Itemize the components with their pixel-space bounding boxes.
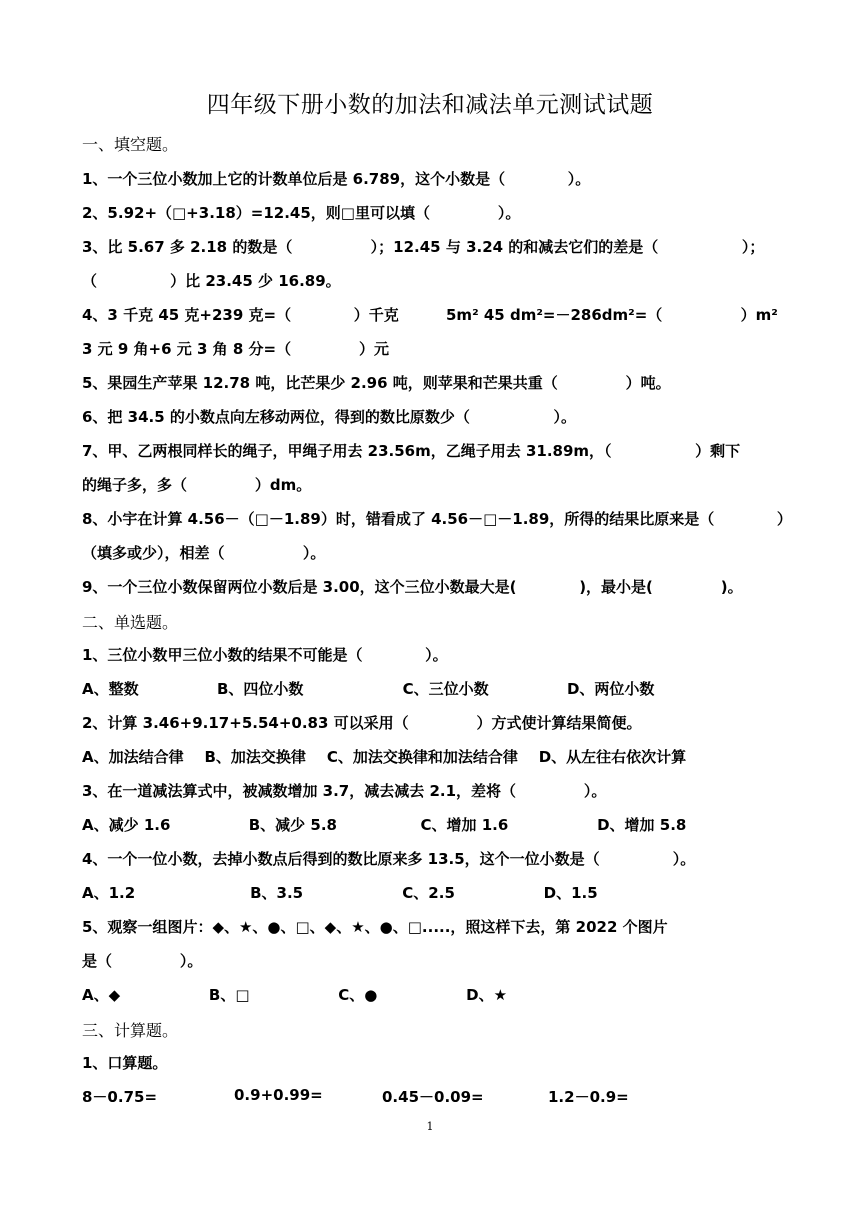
choice-2-options: A、加法结合律 B、加法交换律 C、加法交换律和加法结合律 D、从左往右依次计算 xyxy=(82,748,687,766)
question-fill-7a: 7、甲、乙两根同样长的绳子，甲绳子用去 23.56m，乙绳子用去 31.89m，（ ）剩下 xyxy=(82,442,741,460)
calc-item-4: 1.2－0.9= xyxy=(548,1088,629,1106)
choice-3-options: A、减少 1.6 B、减少 5.8 C、增加 1.6 D、增加 5.8 xyxy=(82,816,687,834)
page-title: 四年级下册小数的加法和减法单元测试试题 xyxy=(206,92,654,118)
question-choice-4: 4、一个一位小数，去掉小数点后得到的数比原来多 13.5，这个一位小数是（ ）。 xyxy=(82,850,696,868)
choice-1-options: A、整数 B、四位小数 C、三位小数 D、两位小数 xyxy=(82,680,655,698)
question-fill-4a-left: 4、3 千克 45 克+239 克=（ ）千克 xyxy=(82,306,399,324)
question-choice-1: 1、三位小数甲三位小数的结果不可能是（ ）。 xyxy=(82,646,448,664)
question-choice-5a: 5、观察一组图片：◆、★、●、□、◆、★、●、□.....，照这样下去，第 2022 个图片 xyxy=(82,918,668,936)
choice-4-options: A、1.2 B、3.5 C、2.5 D、1.5 xyxy=(82,884,598,902)
question-fill-6: 6、把 34.5 的小数点向左移动两位，得到的数比原数少（ ）。 xyxy=(82,408,576,426)
calc-item-2: 0.9+0.99= xyxy=(234,1086,323,1104)
section-heading-calculation: 三、计算题。 xyxy=(82,1021,179,1040)
question-fill-4b: 3 元 9 角+6 元 3 角 8 分=（ ）元 xyxy=(82,340,389,358)
question-fill-7b: 的绳子多，多（ ）dm。 xyxy=(82,476,312,494)
question-fill-9: 9、一个三位小数保留两位小数后是 3.00，这个三位小数最大是( )，最小是( )。 xyxy=(82,578,743,596)
question-fill-1: 1、一个三位小数加上它的计数单位后是 6.789，这个小数是（ ）。 xyxy=(82,170,591,188)
question-fill-4a-right: 5m² 45 dm²=－286dm²=（ ）m² xyxy=(446,306,778,324)
calc-subheading-mental: 1、口算题。 xyxy=(82,1054,168,1072)
question-fill-2: 2、5.92+（□+3.18）=12.45，则□里可以填（ ）。 xyxy=(82,204,521,222)
question-fill-8b: （填多或少），相差（ ）。 xyxy=(82,544,326,562)
question-choice-2: 2、计算 3.46+9.17+5.54+0.83 可以采用（ ）方式使计算结果简便。 xyxy=(82,714,642,732)
section-heading-choice: 二、单选题。 xyxy=(82,613,179,632)
page-number: 1 xyxy=(426,1120,434,1133)
question-fill-5: 5、果园生产苹果 12.78 吨，比芒果少 2.96 吨，则苹果和芒果共重（ ）吨。 xyxy=(82,374,671,392)
question-fill-3a: 3、比 5.67 多 2.18 的数是（ ）；12.45 与 3.24 的和减去它们的差是（ ）； xyxy=(82,238,765,256)
calc-item-1: 8－0.75= xyxy=(82,1088,158,1106)
section-heading-fill-blank: 一、填空题。 xyxy=(82,135,179,154)
question-choice-5b: 是（ ）。 xyxy=(82,952,203,970)
choice-5-options: A、◆ B、□ C、● D、★ xyxy=(82,986,508,1004)
question-choice-3: 3、在一道减法算式中，被减数增加 3.7，减去减去 2.1，差将（ ）。 xyxy=(82,782,607,800)
question-fill-3b: （ ）比 23.45 少 16.89。 xyxy=(82,272,341,290)
question-fill-8a: 8、小宇在计算 4.56－（□－1.89）时，错看成了 4.56－□－1.89，所得的结果比原来是（ ） xyxy=(82,510,792,528)
calc-item-3: 0.45－0.09= xyxy=(382,1088,484,1106)
